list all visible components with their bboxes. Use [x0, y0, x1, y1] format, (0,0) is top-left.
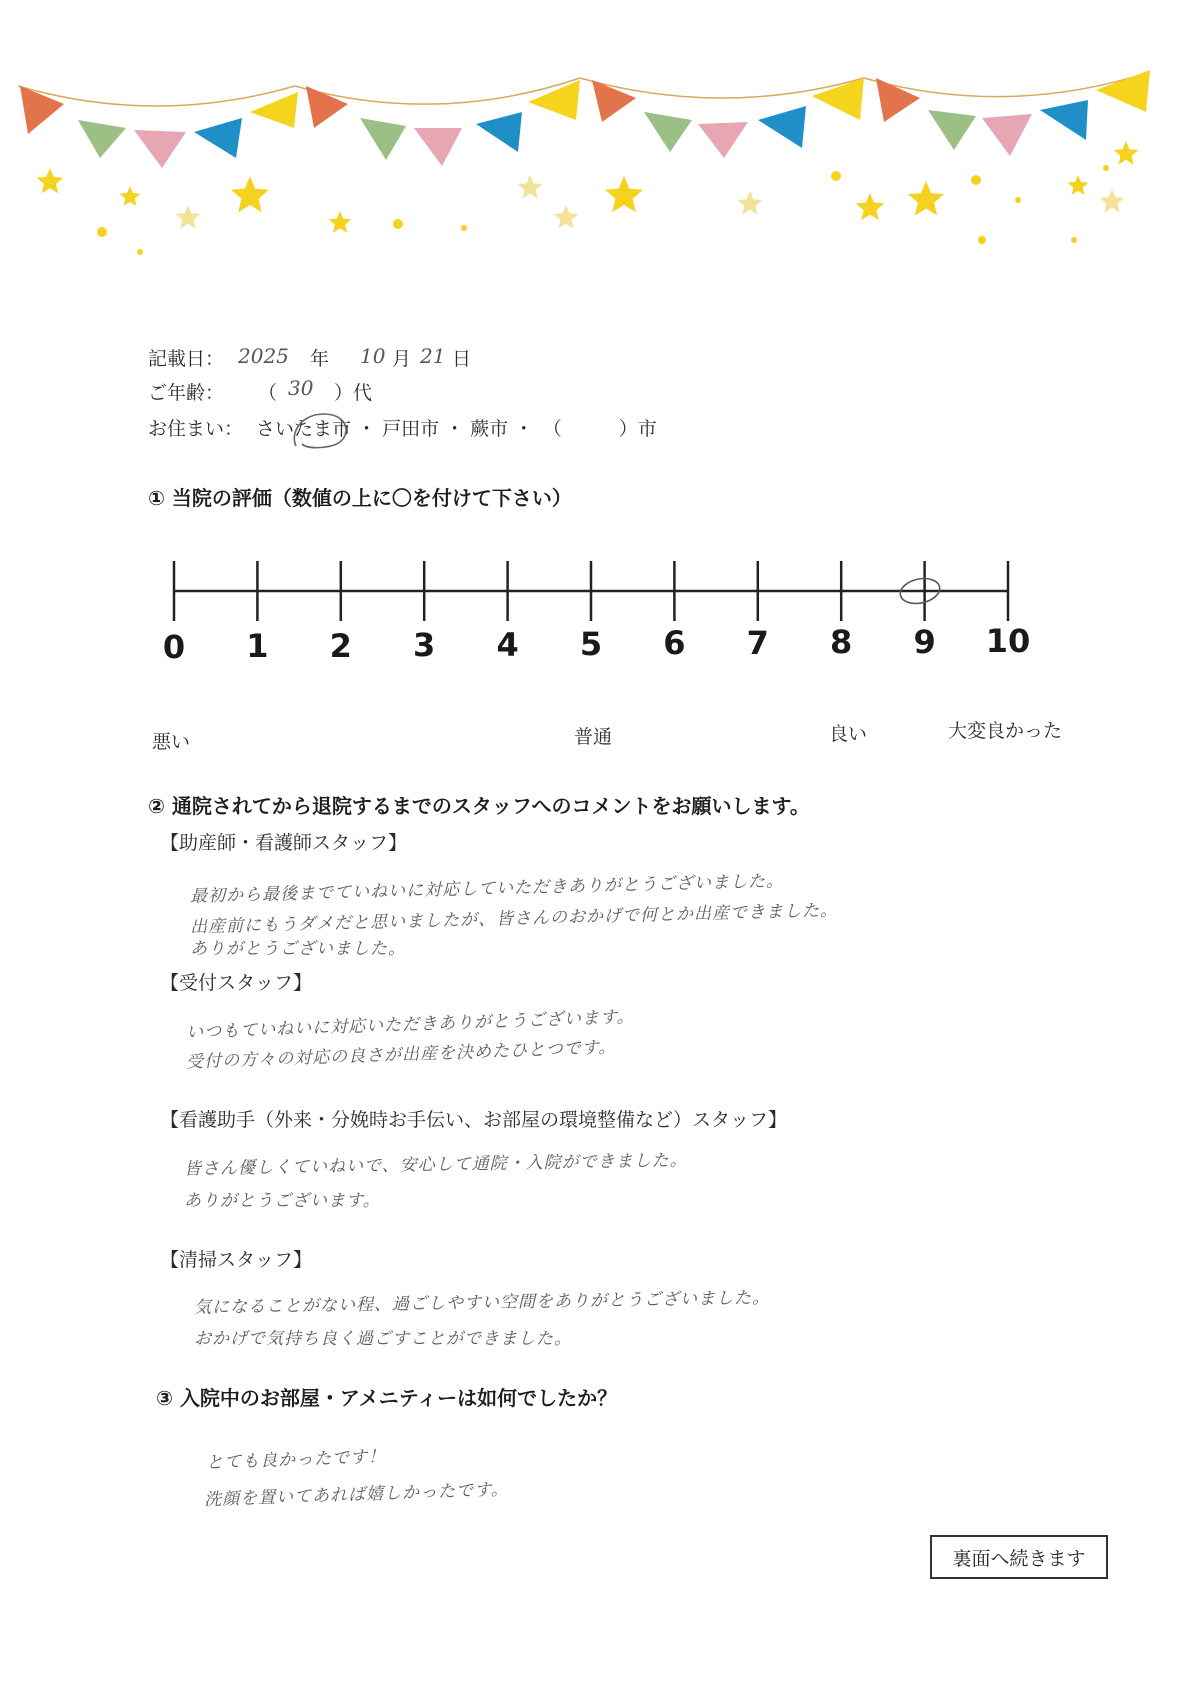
pennant-flag [758, 106, 806, 148]
reception-heading: 【受付スタッフ】 [160, 972, 313, 994]
nursing-assistant-comment-line-1: 皆さん優しくていねいで、安心して通院・入院ができました。 [183, 1150, 688, 1180]
cleaning-staff-heading: 【清掃スタッフ】 [160, 1249, 313, 1271]
nursing-assistant-heading: 【看護助手（外来・分娩時お手伝い、お部屋の環境整備など）スタッフ】 [160, 1109, 788, 1131]
pennant-flag [20, 86, 64, 134]
midwife-comment-line-3: ありがとうございました。 [190, 939, 406, 959]
star-icon [329, 211, 352, 233]
rating-number-1: 1 [246, 627, 269, 666]
address-options: さいたま市 ・ 戸田市 ・ 蕨市 ・ （ ）市 [256, 418, 657, 440]
pennant-flag [306, 86, 348, 128]
pennant-flag [476, 112, 522, 152]
star-icon [120, 186, 141, 206]
dot-decoration [137, 249, 143, 255]
midwife-nurse-heading: 【助産師・看護師スタッフ】 [160, 832, 408, 854]
midwife-comment-line-1: 最初から最後までていねいに対応していただきありがとうございました。 [189, 871, 785, 907]
section2-title: ② 通院されてから退院するまでのスタッフへのコメントをお願いします。 [148, 794, 810, 818]
star-icon [908, 181, 944, 215]
star-icon [231, 176, 269, 212]
pennant-flag [250, 92, 298, 128]
dot-decoration [1103, 165, 1109, 171]
pennant-flag [78, 120, 126, 158]
pennant-flag [876, 78, 920, 122]
rating-number-10: 10 [985, 622, 1031, 660]
star-icon [518, 175, 543, 199]
star-icon [1068, 175, 1089, 195]
rating-word-bad: 悪い [152, 731, 191, 753]
star-decorations [37, 141, 1139, 255]
dot-decoration [1071, 237, 1077, 243]
rating-number-8: 8 [830, 623, 853, 662]
cleaning-comment-line-1: 気になることがない程、過ごしやすい空間をありがとうございました。 [193, 1287, 771, 1319]
star-icon [176, 205, 201, 229]
date-label: 記載日： [148, 348, 225, 370]
rating-number-5: 5 [579, 625, 603, 663]
age-close-paren: ）代 [334, 382, 373, 404]
date-year-value: 2025 [238, 344, 289, 368]
rating-number-0: 0 [162, 628, 186, 666]
age-value: 30 [288, 376, 314, 400]
pennant-flag [1096, 70, 1150, 112]
reception-comment-line-1: いつもていねいに対応いただきありがとうございます。 [185, 1007, 635, 1043]
rating-word-very-good: 大変良かった [948, 720, 1063, 742]
star-icon [554, 205, 579, 229]
continue-on-back-box: 裏面へ続きます [930, 1535, 1108, 1579]
date-day-unit: 日 [452, 348, 472, 370]
pennant-flag [414, 128, 462, 166]
star-icon [856, 193, 885, 220]
age-open-paren: （ [258, 382, 278, 404]
date-day-value: 21 [420, 344, 446, 368]
address-label: お住まい： [148, 418, 244, 440]
rating-number-3: 3 [413, 626, 436, 665]
dot-decoration [97, 227, 107, 237]
pennant-flag [134, 130, 186, 168]
rating-number-4: 4 [496, 625, 519, 664]
pennant-flag [644, 112, 692, 152]
date-month-value: 10 [360, 344, 386, 368]
midwife-comment-line-2: 出産前にもうダメだと思いましたが、皆さんのおかげで何とか出産できました。 [189, 900, 839, 938]
pennant-flags [18, 70, 1150, 168]
dot-decoration [978, 236, 986, 244]
rating-word-normal: 普通 [574, 726, 613, 748]
pennant-flag [698, 122, 748, 158]
star-icon [738, 191, 763, 215]
rating-number-7: 7 [746, 623, 769, 662]
pennant-flag [928, 110, 976, 150]
date-year-unit: 年 [310, 348, 330, 370]
pennant-flag [1040, 100, 1088, 140]
pennant-flag [194, 118, 242, 158]
dot-decoration [1015, 197, 1021, 203]
rating-number-2: 2 [329, 626, 352, 665]
date-month-unit: 月 [392, 348, 412, 370]
dot-decoration [461, 225, 467, 231]
dot-decoration [393, 219, 403, 229]
age-label: ご年齢： [148, 382, 225, 404]
dot-decoration [971, 175, 981, 185]
amenity-comment-line-2: 洗顔を置いてあれば嬉しかったです。 [203, 1479, 509, 1511]
rating-number-9: 9 [913, 622, 936, 661]
star-icon [37, 168, 64, 193]
cleaning-comment-line-2: おかげで気持ち良く過ごすことができました。 [194, 1329, 572, 1349]
pennant-flag [982, 114, 1032, 156]
star-icon [1100, 189, 1125, 213]
star-icon [605, 176, 643, 212]
section1-title: ① 当院の評価（数値の上に〇を付けて下さい） [148, 486, 572, 510]
dot-decoration [831, 171, 841, 181]
amenity-comment-line-1: とても良かったです！ [205, 1446, 387, 1474]
address-selection-circle [288, 406, 354, 452]
section3-title: ③ 入院中のお部屋・アメニティーは如何でしたか？ [156, 1386, 618, 1410]
reception-comment-line-2: 受付の方々の対応の良さが出産を決めたひとつです。 [185, 1037, 617, 1073]
pennant-flag [360, 118, 406, 160]
rating-word-good: 良い [829, 723, 868, 745]
bunting-banner [0, 0, 1190, 260]
rating-number-6: 6 [663, 624, 686, 663]
star-icon [1114, 141, 1139, 165]
nursing-assistant-comment-line-2: ありがとうございます。 [184, 1191, 381, 1211]
